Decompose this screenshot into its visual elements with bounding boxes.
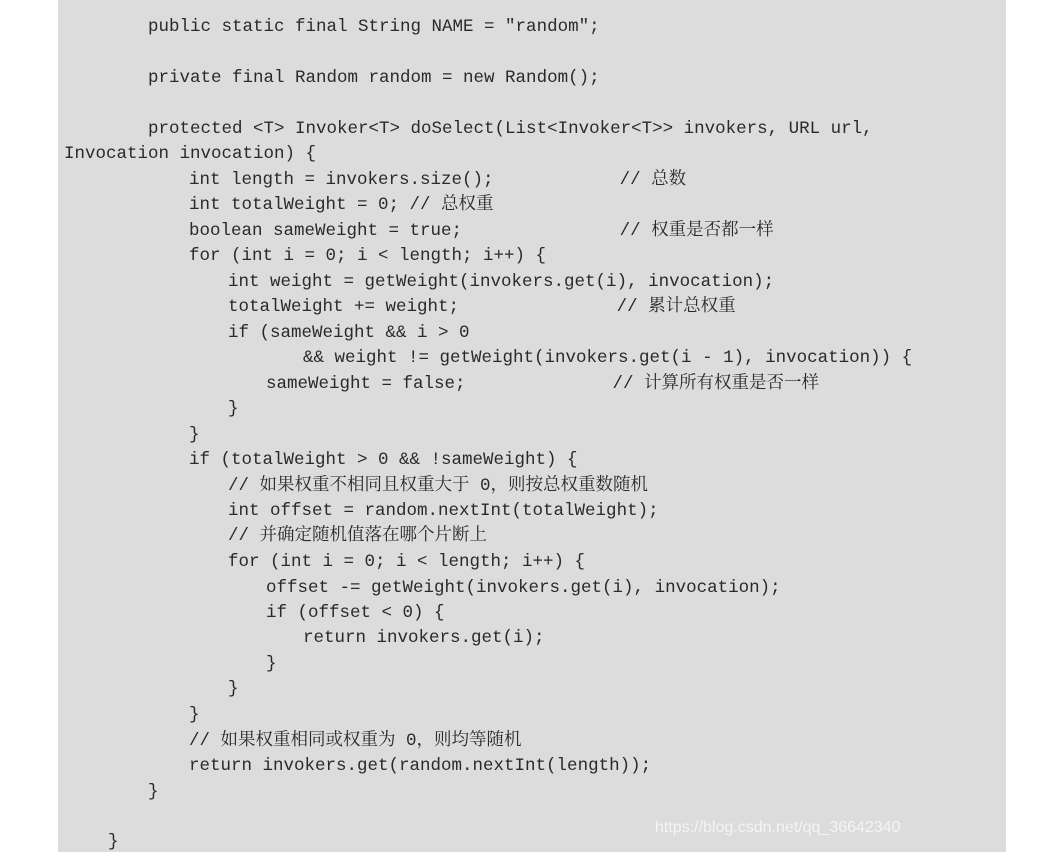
code-line: for (int i = 0; i < length; i++) { [189,246,547,266]
code-line: Invocation invocation) { [64,144,317,164]
watermark-url: https://blog.csdn.net/qq_36642340 [655,819,901,836]
code-line: && weight != getWeight(invokers.get(i - 1), invocation)) { [303,348,913,368]
code-line: } [189,705,200,725]
code-line: int totalWeight = 0; // 总权重 [189,195,494,215]
code-line: int weight = getWeight(invokers.get(i), invocation); [228,272,775,292]
code-line: private final Random random = new Random(); [148,68,600,88]
code-line: // 如果权重不相同且权重大于 0，则按总权重数随机 [228,476,649,496]
code-line: } [148,782,159,802]
code-line: } [228,399,239,419]
code-line: return invokers.get(random.nextInt(length)); [189,756,652,776]
code-line: if (offset < 0) { [266,603,445,623]
code-line: } [108,832,119,852]
code-block [58,0,1006,852]
code-line: if (totalWeight > 0 && !sameWeight) { [189,450,578,470]
code-line: int offset = random.nextInt(totalWeight); [228,501,659,521]
code-line: } [189,425,200,445]
code-line: public static final String NAME = "random"; [148,17,600,37]
code-line: sameWeight = false; // 计算所有权重是否一样 [266,374,820,394]
code-line: if (sameWeight && i > 0 [228,323,470,343]
code-line: for (int i = 0; i < length; i++) { [228,552,586,572]
code-line: return invokers.get(i); [303,628,545,648]
code-line: totalWeight += weight; // 累计总权重 [228,297,736,317]
code-line: // 如果权重相同或权重为 0，则均等随机 [189,731,522,751]
code-line: protected <T> Invoker<T> doSelect(List<Invoker<T>> invokers, URL url, [148,119,873,139]
code-line: } [228,679,239,699]
code-line: boolean sameWeight = true; // 权重是否都一样 [189,221,774,241]
code-line: } [266,654,277,674]
code-line: offset -= getWeight(invokers.get(i), invocation); [266,578,781,598]
code-line: int length = invokers.size(); // 总数 [189,170,687,190]
code-line: // 并确定随机值落在哪个片断上 [228,526,488,546]
